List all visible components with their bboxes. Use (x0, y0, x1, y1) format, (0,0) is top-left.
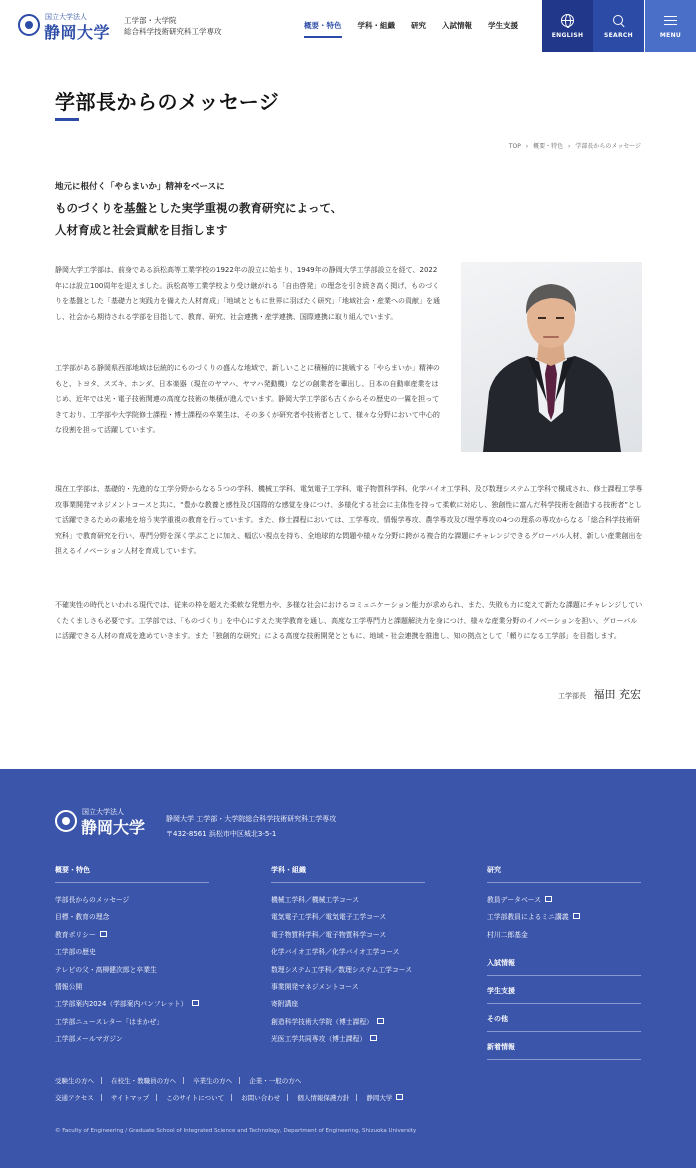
breadcrumb-chevron-icon: › (525, 143, 529, 150)
dean-signature (558, 686, 641, 702)
logo-text: 静岡大学 (44, 23, 111, 42)
footer-link-external[interactable]: 工学部案内2024（学部案内パンフレット） (55, 996, 209, 1013)
footer-link[interactable]: 寄附講座 (271, 1000, 299, 1009)
faculty-name-line2: 総合科学技術研究科工学専攻 (124, 27, 222, 36)
lead-heading-line1: ものづくりを基盤とした実学重視の教育研究によって、 (55, 201, 343, 215)
message-paragraph-4: 不確実性の時代といわれる現代では、従来の枠を超えた柔軟な発想力や、多様な社会におけるコミュニケーション能力が求められ、また、失敗も力に変えて新たな課題にチャレンジしていくたくましさも必要です。工学部では、「ものづくり」を中心にすえた実学教育を通し、高度な工学専門力と課題解決力を身につけ、様々な産業分野のイノベーションを担い、グローバルに活躍できる人材の育成を進めていきます。また「独創的な研究」による高度な技術開発とともに、地域・社会連携を推進し、知の拠点として「頼りになる工学部」を目指します。 (55, 601, 643, 641)
globe-icon (561, 14, 574, 27)
copyright: © Faculty of Engineering / Graduate School of Integrated Science and Technology, Department of Engineering, Shizuoka University (55, 1128, 417, 1134)
footer-link[interactable]: 事業開発マネジメントコース (271, 983, 359, 992)
utility-links (55, 1093, 403, 1102)
nav-overview[interactable]: 概要・特色 (304, 20, 351, 35)
link-companies[interactable]: 企業・一般の方へ (249, 1077, 302, 1085)
footer-link-external[interactable]: 創造科学技術大学院（博士課程） (271, 1014, 425, 1031)
footer-link[interactable]: 情報公開 (55, 983, 83, 992)
search-button[interactable] (593, 0, 644, 52)
english-button[interactable] (542, 0, 593, 52)
footer-link[interactable]: 機械工学科／機械工学コース (271, 896, 360, 904)
lead-heading (55, 197, 342, 241)
hamburger-icon (664, 14, 677, 27)
nav-departments[interactable]: 学科・組織 (357, 21, 395, 30)
footer-link-external[interactable]: 教育ポリシー (55, 927, 209, 944)
link-contact[interactable]: お問い合わせ (241, 1094, 281, 1102)
footer-section-other[interactable]: その他 (487, 1014, 641, 1032)
dean-role: 工学部長 (557, 692, 586, 700)
footer-link[interactable]: 目標・教育の理念 (55, 913, 110, 922)
footer-link[interactable]: 化学バイオ工学科／化学バイオ工学コース (271, 948, 400, 957)
global-nav (304, 20, 534, 35)
footer-organization (166, 812, 336, 842)
footer-link[interactable]: 工学部の歴史 (55, 948, 96, 957)
breadcrumb-overview[interactable]: 概要・特色 (533, 143, 564, 150)
footer-logo-small-text: 国立大学法人 (82, 808, 124, 816)
message-paragraph-2: 工学部がある静岡県西部地域は伝統的にものづくりの盛んな地域で、新しいことに積極的に挑戦する「やらまいか」精神のもと、トヨタ、スズキ、ホンダ、日本楽器（現在のヤマハ、ヤマハ発動機）などの創業者を輩出し、日本の自動車産業をはじめ、近年では光・電子技術関連の高度な技術の集積が進んでいます。静岡大学工学部も古くからその歴史の一翼を担ってきており、工学部や大学院修士課程・博士課程の卒業生は、その多くが研究者や技術者として、様々な分野において中心的な役割を担って活躍しています。 (55, 364, 440, 435)
footer-link[interactable]: 数理システム工学科／数理システム工学コース (271, 965, 413, 974)
nav-student-support[interactable]: 学生支援 (488, 21, 518, 30)
link-current-students[interactable]: 在校生・教職員の方へ (111, 1077, 177, 1085)
university-emblem-icon (18, 14, 40, 36)
footer-address: 〒432-8561 浜松市中区城北3-5-1 (166, 830, 277, 838)
footer-link[interactable]: 村川二郎基金 (487, 930, 528, 939)
breadcrumb-chevron-icon: › (568, 143, 571, 150)
footer-link[interactable]: 電気電子工学科／電気電子工学コース (271, 913, 387, 922)
footer-col-overview (55, 865, 209, 1049)
breadcrumb (506, 141, 641, 150)
footer-section-student-support[interactable]: 学生支援 (487, 986, 641, 1004)
faculty-name-line1: 工学部・大学院 (124, 16, 177, 25)
footer-link[interactable]: 学部長からのメッセージ (55, 896, 130, 904)
lead-heading-line2: 人材育成と社会貢献を目指します (55, 223, 228, 237)
breadcrumb-current: 学部長からのメッセージ (575, 143, 641, 150)
link-sitemap[interactable]: サイトマップ (110, 1094, 150, 1102)
footer-link[interactable]: テレビの父・高柳健次郎と卒業生 (55, 965, 157, 974)
search-icon (612, 14, 625, 27)
footer-link[interactable]: 電子物質科学科／電子物質科学コース (271, 930, 387, 939)
footer-col-research (487, 865, 641, 1060)
footer-link[interactable]: 工学部メールマガジン (55, 1035, 123, 1044)
audience-links (55, 1076, 301, 1085)
link-about-site[interactable]: このサイトについて (166, 1094, 225, 1102)
footer-link[interactable]: 工学部ニュースレター「はまかぜ」 (55, 1017, 164, 1026)
dean-name: 福田 充宏 (593, 688, 641, 701)
nav-admissions[interactable]: 入試情報 (442, 21, 472, 30)
link-shizuoka-university[interactable]: 静岡大学 (366, 1094, 403, 1102)
message-paragraph-1: 静岡大学工学部は、前身である浜松高等工業学校の1922年の設立に始まり、1949年の静岡大学工学部設立を経て、2022年には設立100周年を迎えました。浜松高等工業学校より受け継がれる「自由啓発」の理念を引き続き高く掲げ、ものづくりを基盤とした「基礎力と実践力を備えた人材育成」「地域とともに世界に羽ばたく研究」「地域社会・産業への貢献」を通し、社会から期待される学部を目指して、教育、研究、社会連携・産学連携、国際連携に取り組んでいます。 (55, 266, 440, 321)
footer-logo-text: 静岡大学 (81, 818, 146, 837)
footer-logo[interactable] (55, 807, 155, 835)
page-title: 学部長からのメッセージ (55, 90, 280, 114)
message-paragraph-3: 現在工学部は、基礎的・先進的な工学分野からなる５つの学科、機械工学科、電気電子工学科、電子物質科学科、化学バイオ工学科、及び数理システム工学科で構成され、修士課程工学専攻事業開発マネジメントコースと共に、“豊かな教養と感性及び国際的な感覚を身につけ、多様化する社会に主体性を持って柔軟に対応し、独創性に富んだ科学技術を創造する技術者”として活躍できるための素地を培う実学重視の教育を行っています。また、修士課程においては、工学専攻、情報学専攻、農学専攻及び理学専攻の4つの理系の専攻からなる「総合科学技術研究科」で教育研究を行い、専門分野を深く学ぶことに加え、幅広い視点を持ち、全地球的な問題や様々な分野に跨がる複合的な課題にチャレンジできるグローバル人材、新しい産業創出を担えるイノベーション人材を育成しています。 (55, 485, 643, 556)
faculty-name (124, 15, 222, 37)
site-header (0, 0, 696, 52)
menu-button[interactable] (645, 0, 696, 52)
site-footer (0, 769, 696, 1168)
footer-link-external[interactable]: 工学部教員によるミニ講義 (487, 909, 641, 926)
footer-link-external[interactable]: 教員データベース (487, 892, 641, 909)
footer-col-heading[interactable]: 学科・組織 (271, 865, 425, 883)
university-logo[interactable] (18, 12, 114, 40)
footer-col-departments (271, 865, 425, 1049)
footer-section-news[interactable]: 新着情報 (487, 1042, 641, 1060)
english-label: ENGLISH (551, 32, 584, 39)
footer-section-admissions[interactable]: 入試情報 (487, 958, 641, 976)
footer-col-heading[interactable]: 研究 (487, 865, 641, 883)
breadcrumb-top[interactable]: TOP (508, 143, 521, 150)
university-emblem-icon (55, 810, 77, 832)
link-privacy[interactable]: 個人情報保護方針 (297, 1094, 350, 1102)
footer-org-name: 静岡大学 工学部・大学院総合科学技術研究科工学専攻 (166, 815, 337, 823)
link-prospective-students[interactable]: 受験生の方へ (55, 1077, 94, 1085)
footer-link-external[interactable]: 光医工学共同専攻（博士課程） (271, 1031, 425, 1048)
title-underline (55, 118, 79, 121)
link-alumni[interactable]: 卒業生の方へ (193, 1077, 233, 1085)
nav-research[interactable]: 研究 (411, 21, 426, 30)
menu-label: MENU (659, 32, 682, 39)
dean-photo (461, 262, 642, 452)
logo-small-text: 国立大学法人 (45, 13, 87, 21)
lead-subheading: 地元に根付く「やらまいか」精神をベースに (55, 182, 225, 192)
search-label: SEARCH (604, 32, 633, 39)
link-access[interactable]: 交通アクセス (55, 1094, 94, 1102)
footer-col-heading[interactable]: 概要・特色 (55, 865, 209, 883)
